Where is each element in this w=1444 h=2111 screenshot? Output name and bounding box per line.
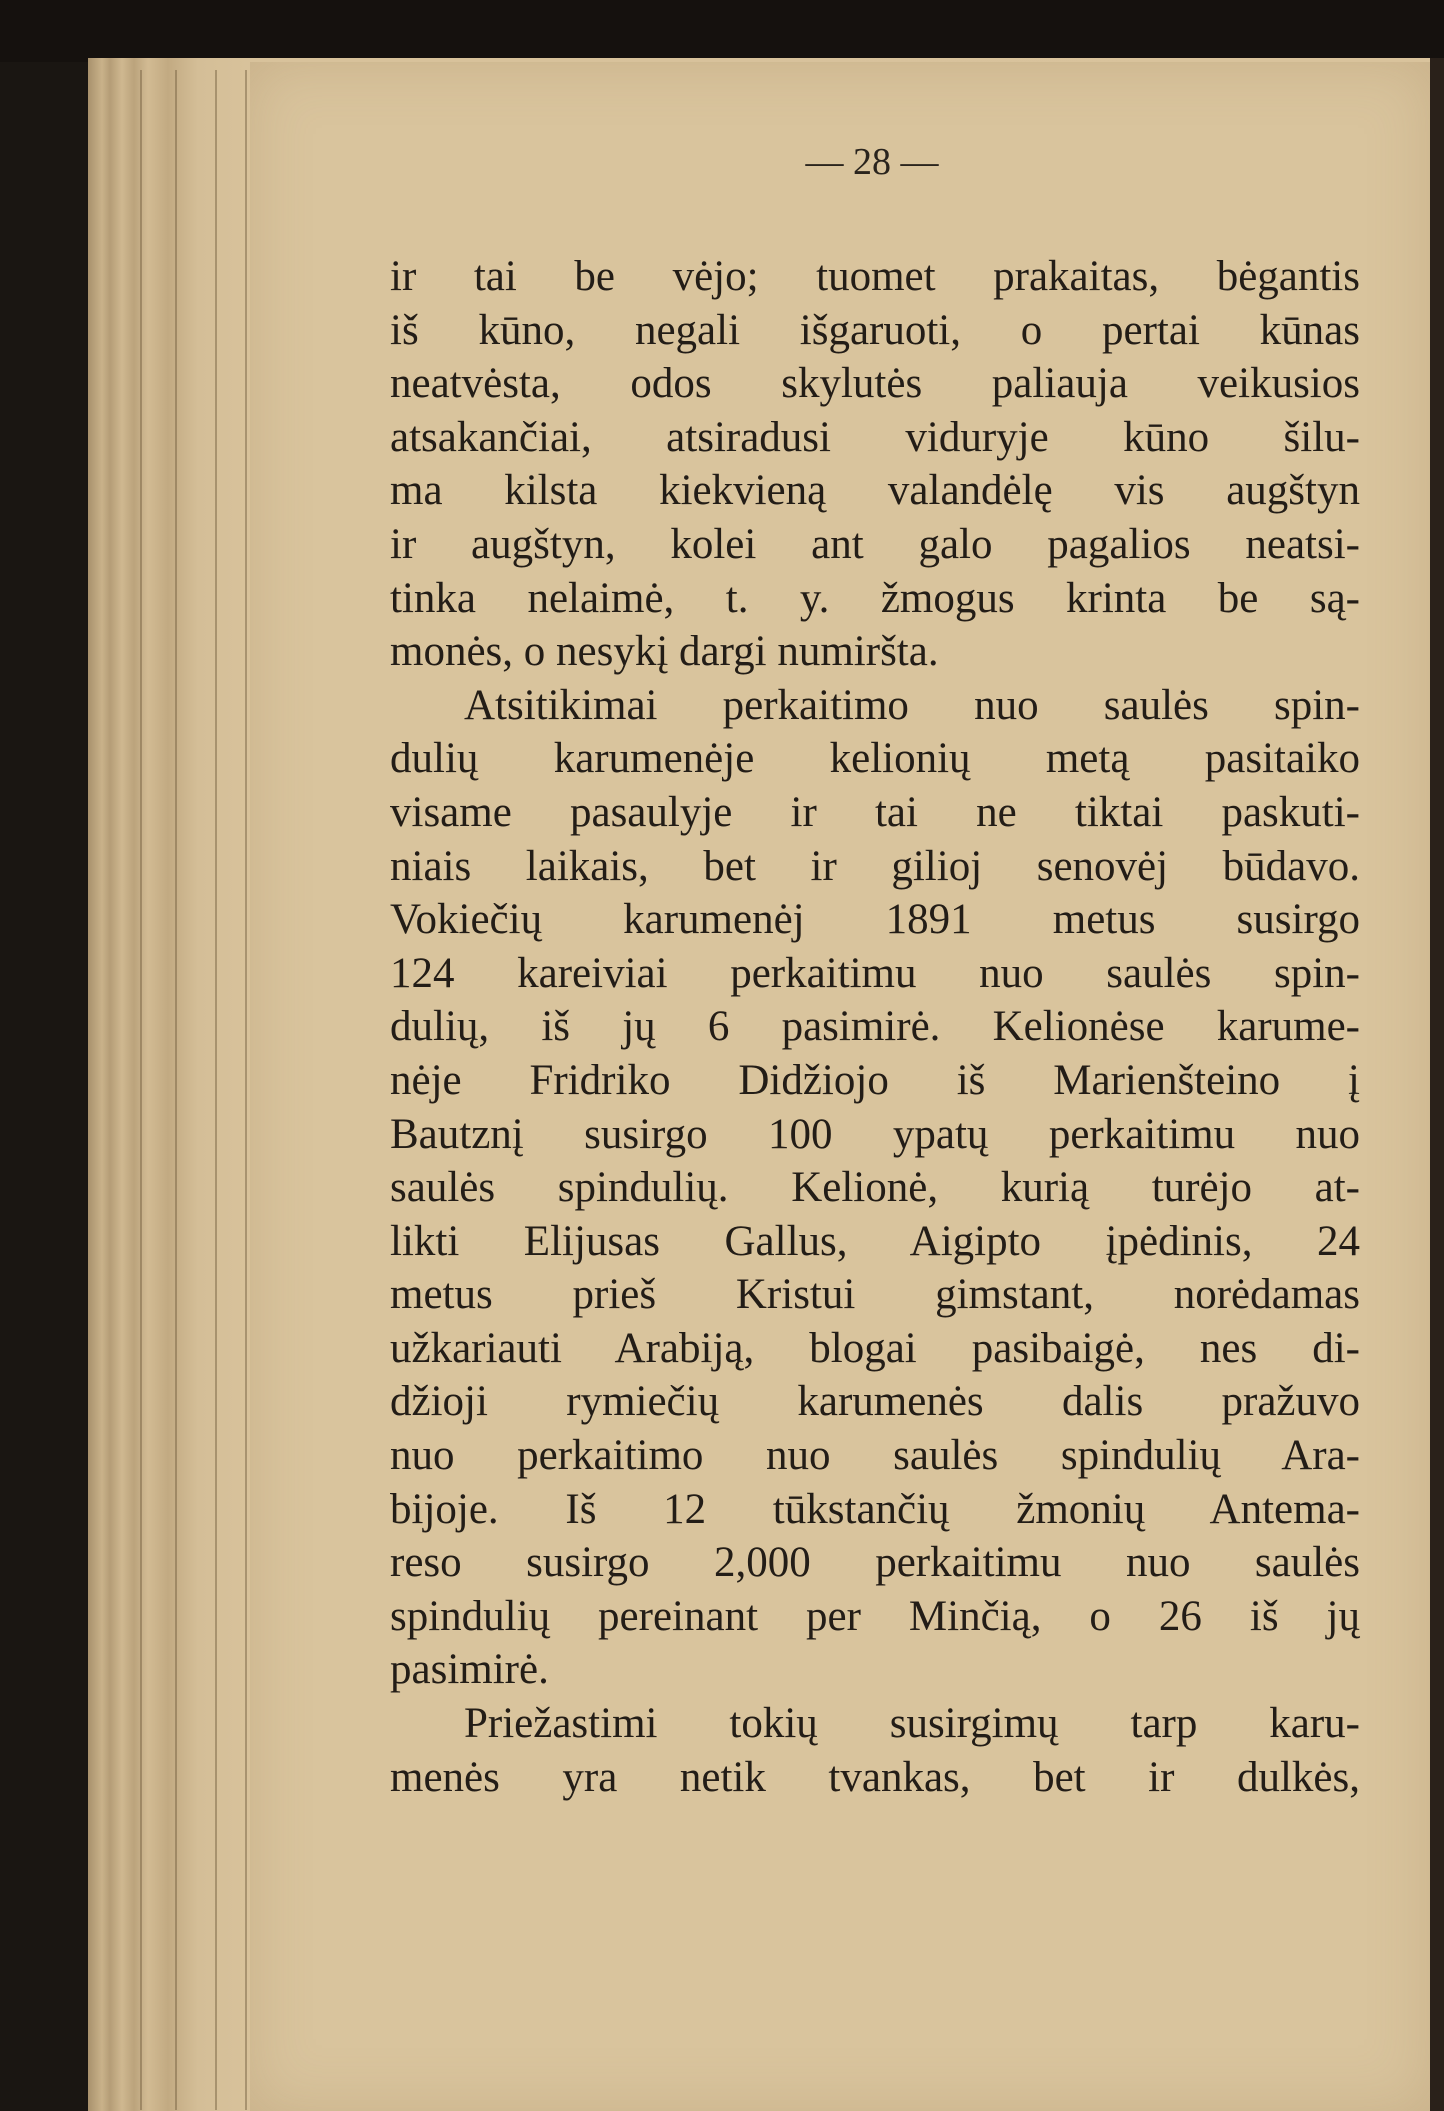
text-line: nuo perkaitimo nuo saulės spindulių Ara- [390,1432,1360,1480]
text-line: saulės spindulių. Kelionė, kurią turėjo at- [390,1164,1360,1212]
text-line: spindulių pereinant per Minčią, o 26 iš jų [390,1592,1360,1640]
text-line: visame pasaulyje ir tai ne tiktai paskuti- [390,788,1360,836]
text-line: bijoje. Iš 12 tūkstančių žmonių Antema- [390,1485,1360,1533]
page-edge-line [175,70,177,2110]
page-edge-line [140,70,142,2110]
page-number: — 28 — [805,141,939,183]
text-line: monės, o nesykį dargi numiršta. [390,628,939,676]
text-line: užkariauti Arabiją, blogai pasibaigė, nes di- [390,1324,1360,1372]
text-line: likti Elijusas Gallus, Aigipto įpėdinis, 24 [390,1217,1360,1265]
text-line: neatvėsta, odos skylutės paliauja veikusios [390,360,1360,408]
scan-background-right [1430,58,1444,2111]
text-line: reso susirgo 2,000 perkaitimu nuo saulės [390,1539,1360,1587]
text-line: niais laikais, bet ir gilioj senovėj būdavo. [390,842,1360,890]
page-edge-line [245,70,247,2110]
scan-background-top [0,0,1444,62]
text-line: Bautznį susirgo 100 ypatų perkaitimu nuo [390,1110,1360,1158]
body-text [390,250,1360,1804]
text-line: ir augštyn, kolei ant galo pagalios neatsi- [390,520,1360,568]
text-line: pasimirė. [390,1646,549,1694]
text-line: Priežastimi tokių susirgimų tarp karu- [464,1700,1360,1748]
text-line: džioji rymiečių karumenės dalis pražuvo [390,1378,1360,1426]
text-line: Vokiečių karumenėj 1891 metus susirgo [390,896,1360,944]
text-line: metus prieš Kristui gimstant, norėdamas [390,1271,1360,1319]
text-line: tinka nelaimė, t. y. žmogus krinta be są- [390,574,1360,622]
text-line: atsakančiai, atsiradusi viduryje kūno šilu- [390,413,1360,461]
text-line: dulių karumenėje kelionių metą pasitaiko [390,735,1360,783]
text-line: nėje Fridriko Didžiojo iš Marienšteino į [390,1056,1360,1104]
text-line: 124 kareiviai perkaitimu nuo saulės spin- [390,949,1360,997]
page-edge-line [215,70,217,2110]
text-line: ir tai be vėjo; tuomet prakaitas, bėgantis [390,253,1360,300]
text-line: Atsitikimai perkaitimo nuo saulės spin- [464,681,1360,729]
text-line: iš kūno, negali išgaruoti, o pertai kūnas [390,306,1360,354]
text-line: dulių, iš jų 6 pasimirė. Kelionėse karume- [390,1003,1360,1051]
text-line: menės yra netik tvankas, bet ir dulkės, [390,1753,1360,1801]
text-line: ma kilsta kiekvieną valandėlę vis augštyn [390,467,1360,515]
